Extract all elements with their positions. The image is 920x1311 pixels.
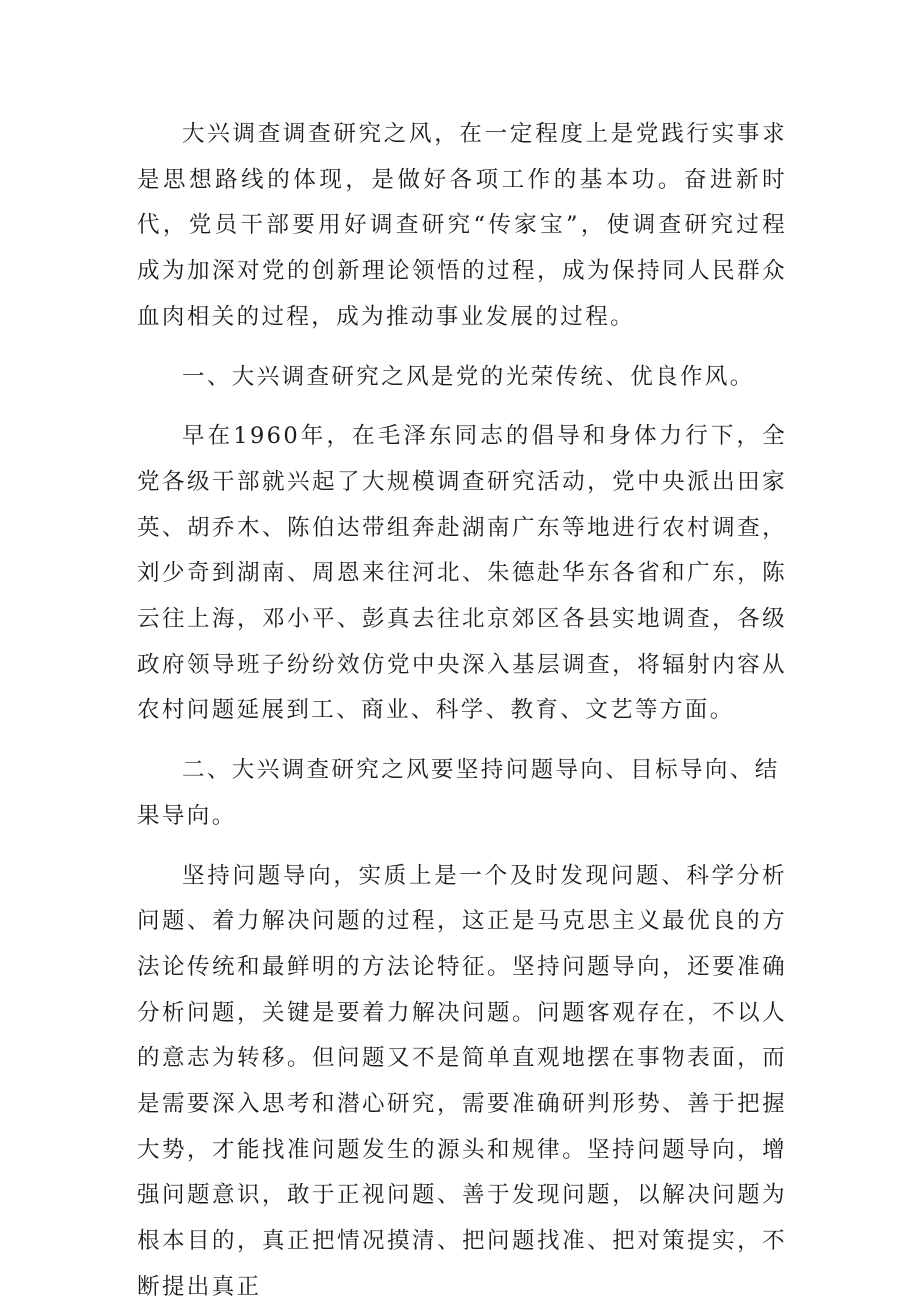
document-body: [137, 112, 787, 1311]
paragraph-problem-orientation: 坚持问题导向，实质上是一个及时发现问题、科学分析问题、着力解决问题的过程，这正是马克思主义最优良的方法论传统和最鲜明的方法论特征。坚持问题导向，还要准确分析问题，关键是要着力解决问题。问题客观存在，不以人的意志为转移。但问题又不是简单直观地摆在事物表面，而是需要深入思考和潜心研究，需要准确研判形势、善于把握大势，才能找准问题发生的源头和规律。坚持问题导向，增强问题意识，敢于正视问题、善于发现问题，以解决问题为根本目的，真正把情况摸清、把问题找准、把对策提实，不断提出真正: [137, 862, 787, 1300]
paragraph-history: 早在1960年，在毛泽东同志的倡导和身体力行下，全党各级干部就兴起了大规模调查研究活动，党中央派出田家英、胡乔木、陈伯达带组奔赴湖南广东等地进行农村调查，刘少奇到湖南、周恩来往河北、朱德赴华东各省和广东，陈云往上海，邓小平、彭真去往北京郊区各县实地调查，各级政府领导班子纷纷效仿党中央深入基层调查，将辐射内容从农村问题延展到工、商业、科学、教育、文艺等方面。: [137, 423, 787, 724]
paragraph-intro: 大兴调查调查研究之风，在一定程度上是党践行实事求是思想路线的体现，是做好各项工作的基本功。奋进新时代，党员干部要用好调查研究“传家宝”，使调查研究过程成为加深对党的创新理论领悟的过程，成为保持同人民群众血肉相关的过程，成为推动事业发展的过程。: [137, 121, 788, 330]
section-heading-2: 二、大兴调查研究之风要坚持问题导向、目标导向、结果导向。: [137, 757, 780, 829]
section-heading-1: 一、大兴调查研究之风是党的光荣传统、优良作风。: [182, 363, 755, 390]
